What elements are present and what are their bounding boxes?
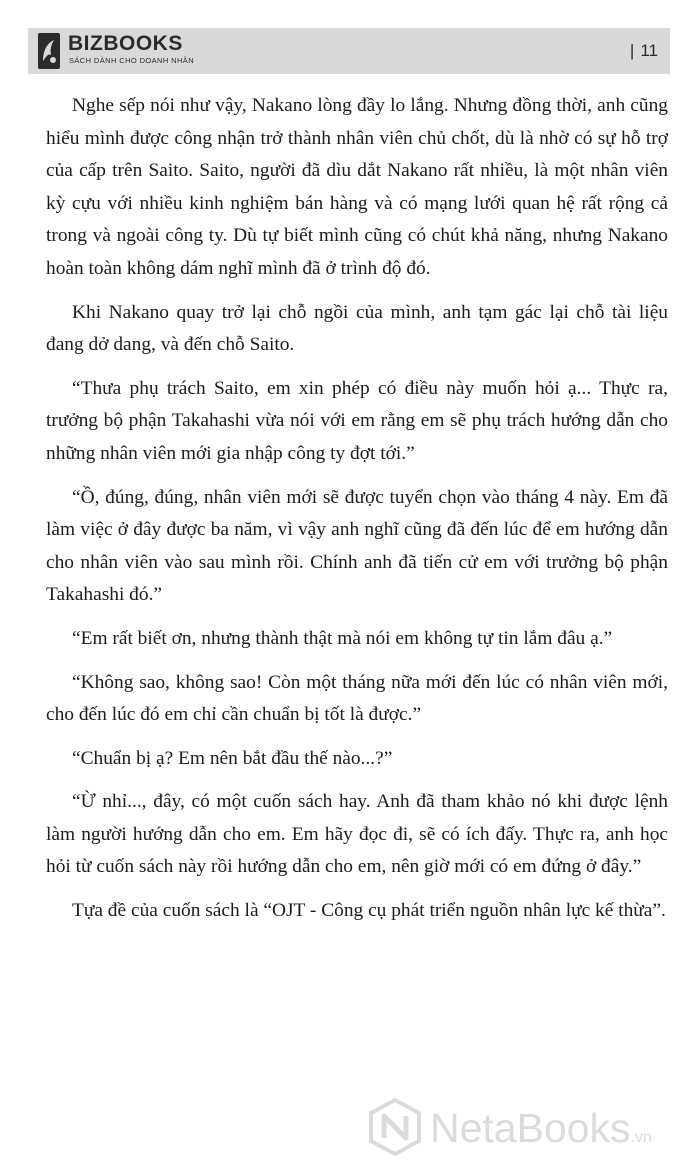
paragraph: Khi Nakano quay trở lại chỗ ngồi của mình, anh tạm gác lại chỗ tài liệu đang dở dang, và đến chỗ Saito.: [46, 301, 668, 356]
paragraph: “Không sao, không sao! Còn một tháng nữa mới đến lúc có nhân viên mới, cho đến lúc đó em chỉ cần chuẩn bị tốt là được.”: [46, 671, 668, 726]
body-text: [46, 90, 668, 939]
page-number-value: 11: [640, 41, 658, 60]
paragraph: Nghe sếp nói như vậy, Nakano lòng đầy lo lắng. Nhưng đồng thời, anh cũng hiểu mình được công nhận trở thành nhân viên chủ chốt, dù là nhờ có sự hỗ trợ của cấp trên Saito. Saito, người đã dìu dắt Nakano rất nhiều, là một nhân viên kỳ cựu với nhiều kinh nghiệm bán hàng và có mạng lưới quan hệ rất rộng cả trong và ngoài công ty. Dù tự biết mình cũng có chút khả năng, nhưng Nakano hoàn toàn không dám nghĩ mình đã ở trình độ đó.: [46, 95, 668, 279]
watermark-text: [430, 1104, 652, 1162]
page-number: | 11: [629, 41, 658, 60]
paragraph: “Ồ, đúng, đúng, nhân viên mới sẽ được tuyển chọn vào tháng 4 này. Em đã làm việc ở đây được ba năm, vì vậy anh nghĩ cũng đã đến lúc để em hướng dẫn cho nhân viên vào sau mình rồi. Chính anh đã tiến cử em với trưởng bộ phận Takahashi đó.”: [46, 486, 668, 606]
brand-tagline: SÁCH DÀNH CHO DOANH NHÂN: [69, 56, 195, 65]
watermark: [368, 1096, 698, 1166]
watermark-suffix: .vn: [630, 1129, 652, 1146]
page-header: [28, 28, 670, 74]
paragraph: “Em rất biết ơn, nhưng thành thật mà nói em không tự tin lắm đâu ạ.”: [72, 627, 613, 649]
paragraph: Tựa đề của cuốn sách là “OJT - Công cụ phát triển nguồn nhân lực kế thừa”.: [72, 900, 666, 922]
paragraph: “Ừ nhỉ..., đây, có một cuốn sách hay. Anh đã tham khảo nó khi được lệnh làm người hướng dẫn cho em. Em hãy đọc đi, sẽ có ích đấy. Thực ra, anh học hỏi từ cuốn sách này rồi hướng dẫn cho em, nên giờ mới có em đứng ở đây.”: [46, 791, 668, 878]
brand-name: BIZBOOKS: [68, 32, 183, 55]
netabooks-logo-icon: [368, 1098, 422, 1161]
paragraph: “Thưa phụ trách Saito, em xin phép có điều này muốn hỏi ạ... Thực ra, trưởng bộ phận Takahashi vừa nói với em rằng em sẽ phụ trách hướng dẫn cho những nhân viên mới gia nhập công ty đợt tới.”: [46, 377, 668, 464]
bizbooks-logo-icon: [38, 33, 60, 69]
watermark-brand: NetaBooks: [430, 1105, 631, 1151]
paragraph: “Chuẩn bị ạ? Em nên bắt đầu thế nào...?”: [72, 747, 393, 769]
